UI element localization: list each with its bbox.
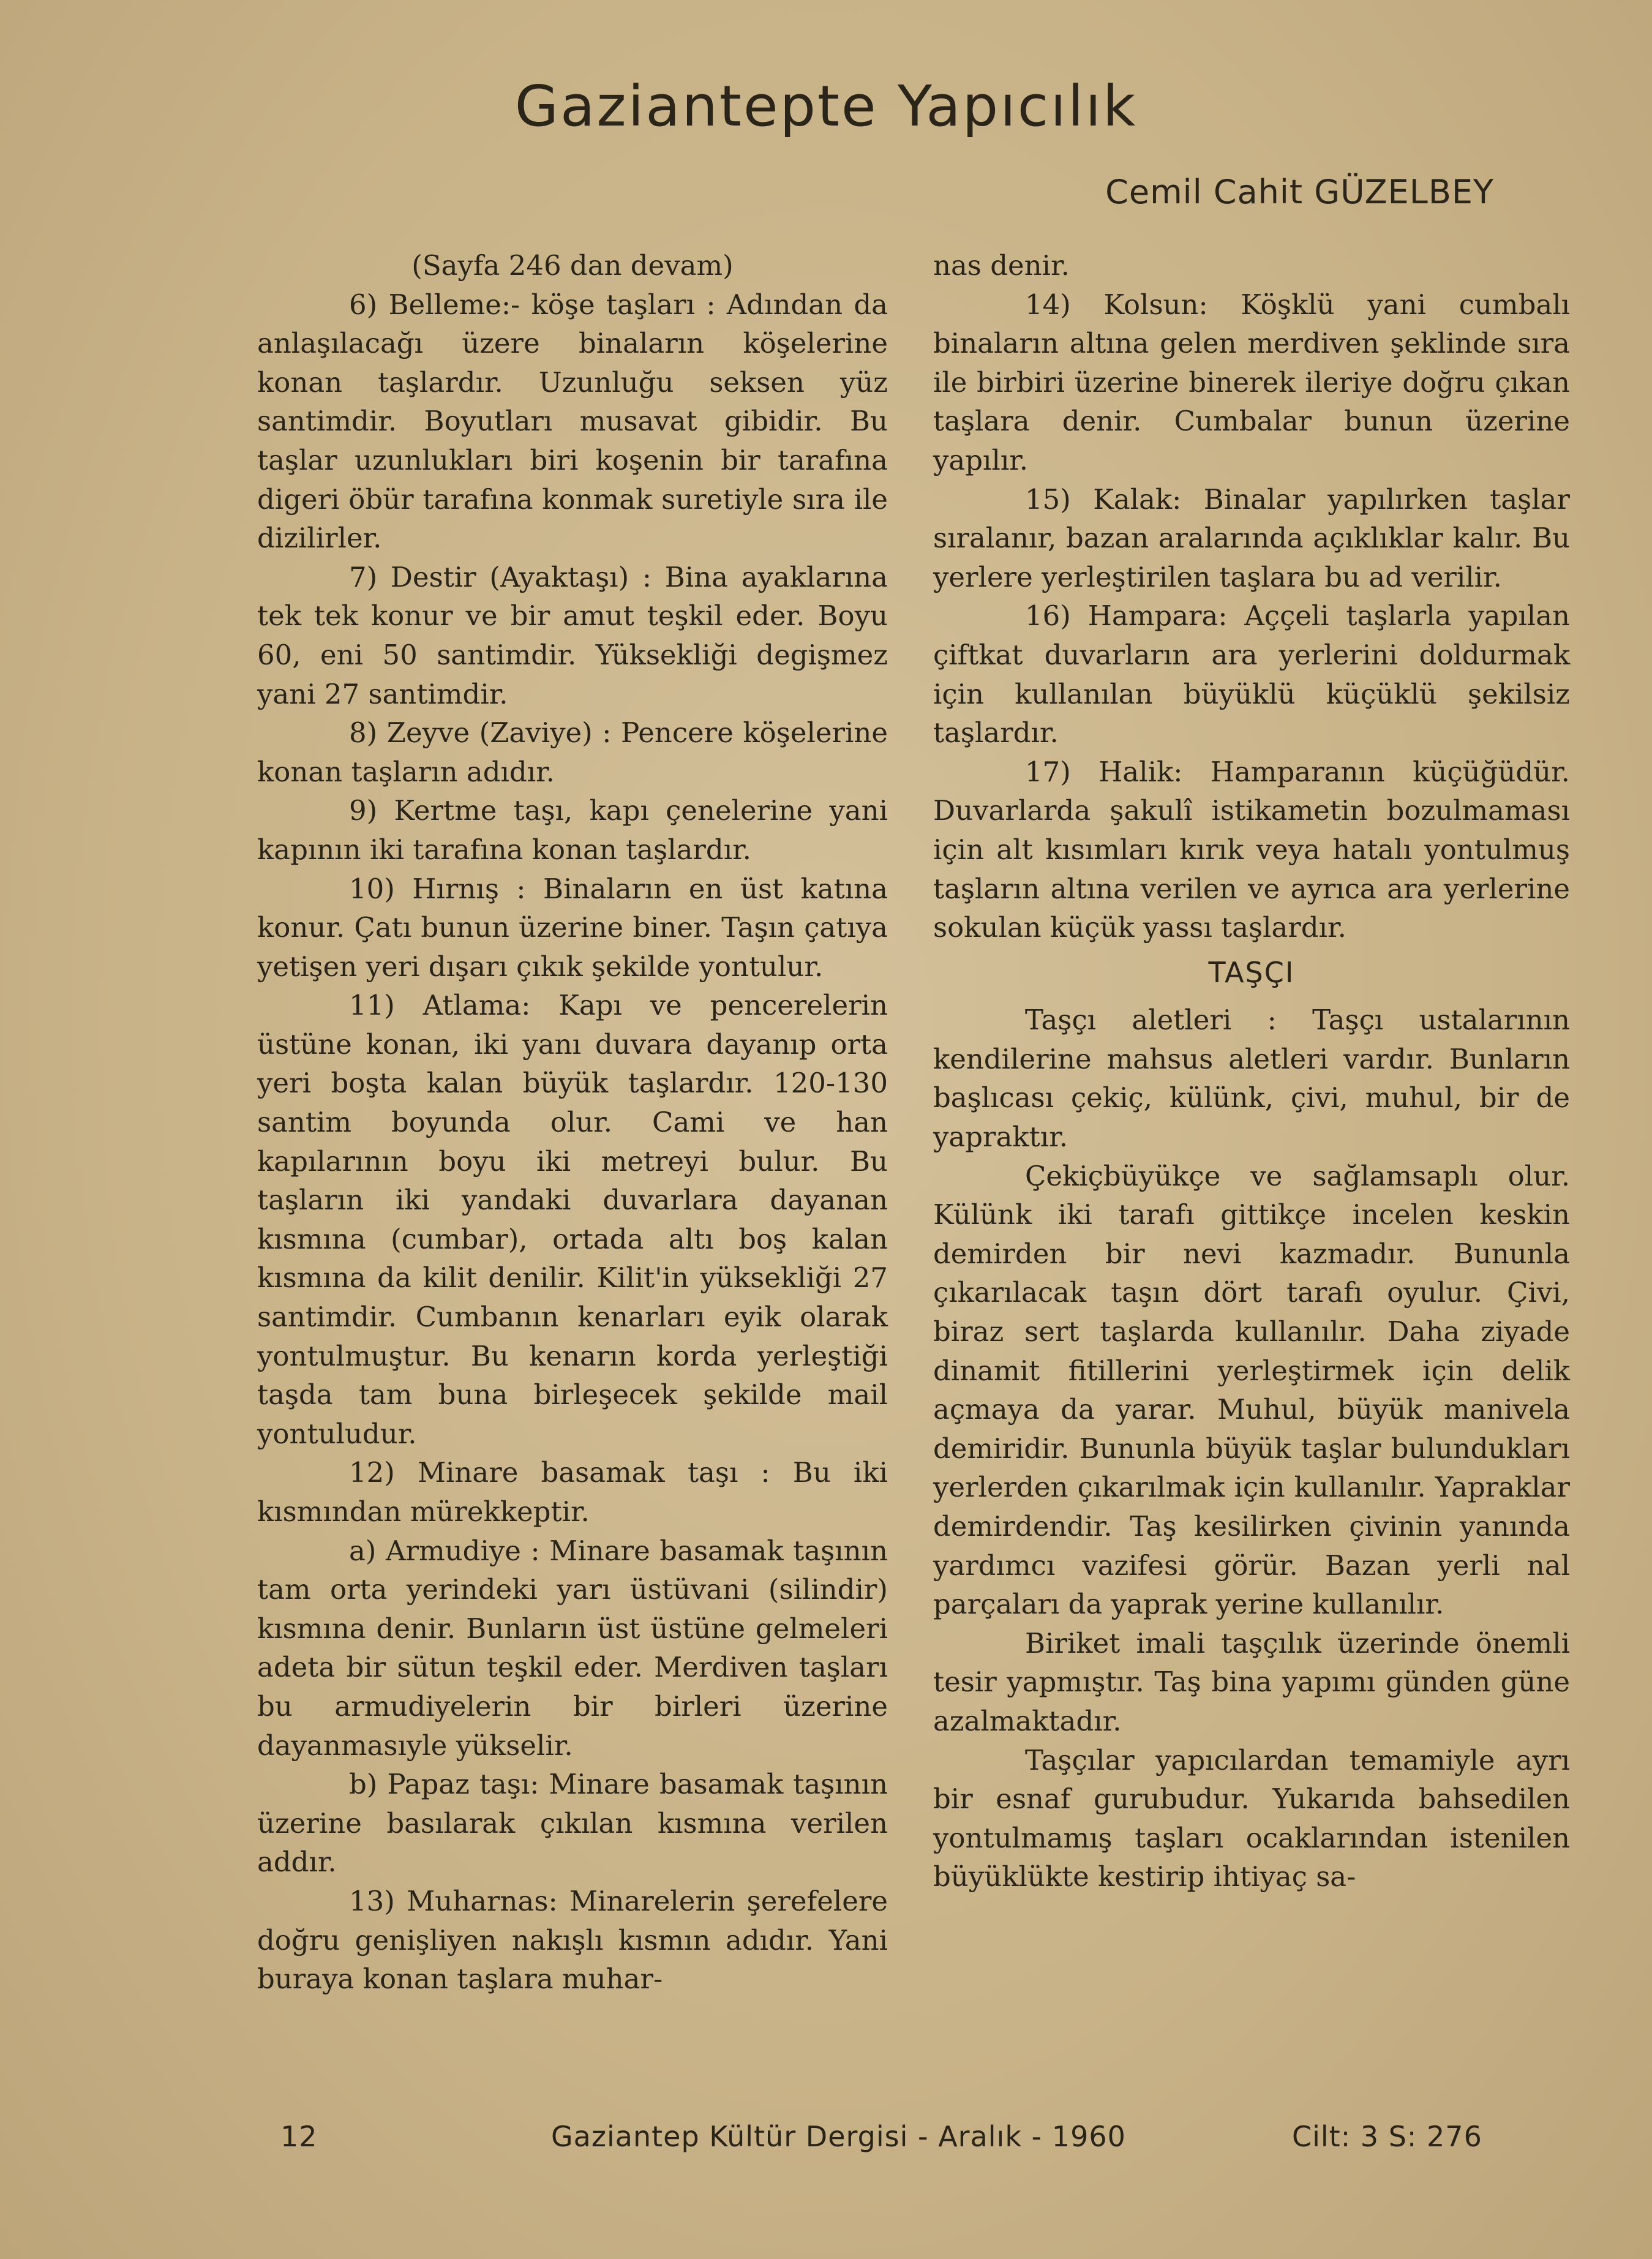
paragraph: 17) Halik: Hamparanın küçüğüdür. Duvarlarda şakulî istikametin bozulmaması için alt kısımları kırık veya hatalı yontulmuş taşların altına verilen ve ayrıca ara yerlerine sokulan küçük yassı taşlardır.: [933, 755, 1570, 944]
paragraph: 6) Belleme:- köşe taşları : Adından da anlaşılacağı üzere binaların köşelerine konan taşlardır. Uzunluğu seksen yüz santimdir. Boyutları musavat gibidir. Bu taşlar uzunlukları biri koşenin bir tarafına digeri öbür tarafına konmak suretiyle sıra ile dizilirler.: [257, 288, 888, 555]
paragraph: 10) Hırnış : Binaların en üst katına konur. Çatı bunun üzerine biner. Taşın çatıya yetişen yeri dışarı çıkık şekilde yontulur.: [257, 872, 888, 983]
article-title: Gaziantepte Yapıcılık: [514, 73, 1138, 139]
paragraph: a) Armudiye : Minare basamak taşının tam orta yerindeki yarı üstüvani (silindir) kısmına denir. Bunların üst üstüne gelmeleri adeta bir sütun teşkil eder. Merdiven taşları bu armudiyelerin bir birleri üzerine dayanmasıyle yükselir.: [257, 1534, 888, 1762]
right-column: [933, 246, 1570, 1896]
paragraph: 15) Kalak: Binalar yapılırken taşlar sıralanır, bazan aralarında açıklıklar kalır. Bu yerlere yerleştirilen taşlara bu ad verilir.: [933, 483, 1570, 593]
paragraph: 11) Atlama: Kapı ve pencerelerin üstüne konan, iki yanı duvara dayanıp orta yeri boşta kalan büyük taşlardır. 120-130 santim boyunda olur. Cami ve han kapılarının boyu iki metreyi bulur. Bu taşların iki yandaki duvarlara dayanan kısmına (cumbar), ortada altı boş kalan kısmına da kilit denilir. Kilit'in yüksekliği 27 santimdir. Cumbanın kenarları eyik olarak yontulmuştur. Bu kenarın korda yerleştiği taşda tam buna birleşecek şekilde mail yontuludur.: [257, 989, 888, 1450]
paragraph: 13) Muharnas: Minarelerin şerefelere doğru genişliyen nakışlı kısmın adıdır. Yani buraya konan taşlara muhar-: [257, 1884, 888, 1996]
paragraph: 12) Minare basamak taşı : Bu iki kısmından mürekkeptir.: [257, 1456, 888, 1528]
section-heading: TAŞÇI: [1208, 955, 1295, 989]
paragraph: Taşçı aletleri : Taşçı ustalarının kendilerine mahsus aletleri vardır. Bunların başlıcası çekiç, külünk, çivi, muhul, bir de yapraktır.: [933, 1004, 1570, 1154]
paragraph: Taşçılar yapıcılardan temamiyle ayrı bir esnaf gurubudur. Yukarıda bahsedilen yontulmamış taşları ocaklarından istenilen büyüklükte kestirip ihtiyaç sa-: [933, 1743, 1570, 1893]
paragraph: (Sayfa 246 dan devam): [411, 249, 734, 282]
paragraph: 9) Kertme taşı, kapı çenelerine yani kapının iki tarafına konan taşlardır.: [257, 794, 888, 866]
page-number: 12: [280, 2120, 318, 2153]
paragraph: 8) Zeyve (Zaviye) : Pencere köşelerine konan taşların adıdır.: [257, 716, 888, 788]
paragraph: 7) Destir (Ayaktaşı) : Bina ayaklarına tek tek konur ve bir amut teşkil eder. Boyu 60, eni 50 santimdir. Yüksekliği degişmez yani 27 santimdir.: [257, 560, 888, 710]
article-author: Cemil Cahit GÜZELBEY: [1105, 173, 1494, 211]
paragraph: 16) Hampara: Aççeli taşlarla yapılan çiftkat duvarların ara yerlerini doldurmak için kullanılan büyüklü küçüklü şekilsiz taşlardır.: [933, 600, 1570, 750]
paragraph: b) Papaz taşı: Minare basamak taşının üzerine basılarak çıkılan kısmına verilen addır.: [257, 1768, 888, 1879]
paragraph: Biriket imali taşçılık üzerinde önemli tesir yapmıştır. Taş bina yapımı günden güne azalmaktadır.: [933, 1626, 1570, 1737]
journal-name: Gaziantep Kültür Dergisi - Aralık - 1960: [551, 2120, 1126, 2153]
paragraph: Çekiçbüyükçe ve sağlamsaplı olur. Külünk iki tarafı gittikçe incelen keskin demirden bir nevi kazmadır. Bununla çıkarılacak taşın dört tarafı oyulur. Çivi, biraz sert taşlarda kullanılır. Daha ziyade dinamit fitillerini yerleştirmek için delik açmaya da yarar. Muhul, büyük manivela demiridir. Bununla büyük taşlar bulundukları yerlerden çıkarılmak için kullanılır. Yapraklar demirdendir. Taş kesilirken çivinin yanında yardımcı vazifesi görür. Bazan yerli nal parçaları da yaprak yerine kullanılır.: [933, 1159, 1570, 1621]
paragraph: 14) Kolsun: Köşklü yani cumbalı binaların altına gelen merdiven şeklinde sıra ile birbiri üzerine binerek ileriye doğru çıkan taşlara denir. Cumbalar bunun üzerine yapılır.: [933, 288, 1570, 476]
paragraph: nas denir.: [933, 249, 1070, 282]
left-column: [257, 246, 888, 1999]
volume-issue: Cilt: 3 S: 276: [1292, 2120, 1482, 2153]
